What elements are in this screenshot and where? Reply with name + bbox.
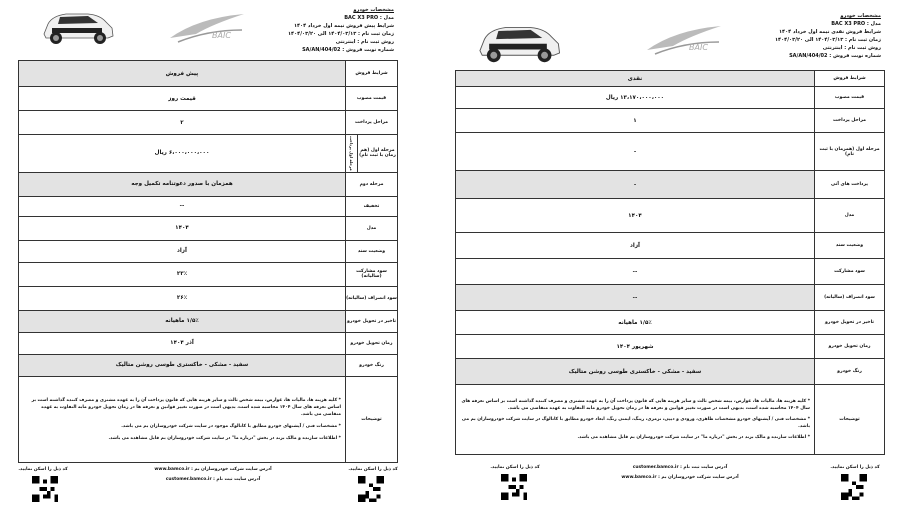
label: زمان تحویل خودرو bbox=[345, 332, 397, 354]
car-image-icon bbox=[38, 4, 116, 49]
label: پرداخت های آتی bbox=[815, 171, 885, 199]
row-doc bbox=[456, 233, 885, 259]
label: سود انصراف (سالیانه) bbox=[815, 285, 885, 311]
info-title: مشخصات خودرو bbox=[353, 7, 394, 13]
row-partnership bbox=[19, 262, 398, 286]
value: ۲ bbox=[19, 111, 346, 135]
sheet-info bbox=[741, 12, 881, 60]
sheet-footer bbox=[18, 464, 398, 506]
label: سود مشارکت bbox=[815, 259, 885, 285]
label: مرحله اول (همزمان با ثبت نام) bbox=[815, 133, 885, 171]
note-1: * کلیه هزینه ها، مالیات ها، عوارض، بیمه شخص ثالث و سایر هزینه هایی که قانون پرداخت آن را به عهده مشتری و مصرف کننده گذاشته است بر اساس تعرفه های سال ۱۴۰۴ محاسبه شده است، بدیهی است در صورت تغییر قوانین و تعرفه ها در زمان تحویل خودرو مابه التفاوت به عهده متقاضی می باشد. bbox=[31, 397, 341, 417]
value: ۱/۵٪ ماهیانه bbox=[456, 311, 815, 335]
site-label: آدرس سایت ثبت نام : bbox=[680, 465, 728, 470]
info-round: شماره نوبت فروش : SA/AN/404/02 bbox=[302, 47, 394, 53]
note-2: * مشخصات فنی / آپشنهای خودرو مشخصات ظاهری، ورودی و دیپی، ترمزی، رینگ، ایمنی رنگ، ابعاد خودرو مطابق با کاتالوگ در سایت شرکت خودروسازان بم می باشد. bbox=[461, 417, 810, 429]
value: آزاد bbox=[456, 233, 815, 259]
sheet-info bbox=[254, 6, 394, 54]
label: تخفیف bbox=[345, 196, 397, 216]
label: مراحل پرداخت bbox=[345, 111, 397, 135]
label: تاخیر در تحویل خودرو bbox=[345, 310, 397, 332]
qr-caption: کد ذیل را اسکن نمایید. bbox=[490, 465, 540, 470]
value: شهریور ۱۴۰۴ bbox=[456, 335, 815, 359]
label: وضعیت سند bbox=[345, 240, 397, 262]
notes bbox=[19, 376, 346, 462]
label: مراحل پرداخت bbox=[815, 109, 885, 133]
value: - bbox=[456, 133, 815, 171]
note-3: * اطلاعات سازنده و مالک برند در بخش "درباره ما" در سایت شرکت خودروسازان بم قابل مشاهده می باشد. bbox=[108, 435, 341, 441]
row-color bbox=[456, 359, 885, 385]
site-label: آدرس سایت شرکت خودروسازان بم : bbox=[191, 467, 272, 472]
info-conditions: شرایط پیش فروش نیمه اول خرداد ۱۴۰۴ bbox=[293, 23, 394, 29]
label: مدل bbox=[345, 216, 397, 240]
qr-code-icon[interactable] bbox=[841, 474, 867, 500]
info-round: شماره نوبت فروش : SA/AN/404/02 bbox=[789, 53, 881, 59]
label: قیمت مصوب bbox=[345, 87, 397, 111]
qr-code-icon[interactable] bbox=[32, 476, 58, 502]
note-3: * اطلاعات سازنده و مالک برند در بخش "درباره ما" در سایت شرکت خودروسازان بم قابل مشاهده می باشد. bbox=[577, 435, 810, 440]
value: ۱ bbox=[456, 109, 815, 133]
value: ۶،۰۰۰،۰۰۰،۰۰۰ ریال bbox=[19, 135, 346, 173]
value: سفید - مشکی - خاکستری طوسی روشن متالیک bbox=[456, 359, 815, 385]
info-registration: زمان ثبت نام : ۱۴۰۴/۰۳/۱۳ الی ۱۴۰۴/۰۳/۲۰ bbox=[774, 37, 881, 43]
label: مرحله دوم bbox=[345, 172, 397, 196]
bac-logo bbox=[645, 22, 725, 60]
row-upcoming bbox=[456, 171, 885, 199]
row-cancel bbox=[19, 286, 398, 310]
note-2: * مشخصات فنی / آپشنهای خودرو مطابق با کاتالوگ موجود در سایت شرکت خودروسازان بم می باشد. bbox=[121, 423, 341, 429]
value: -- bbox=[19, 196, 346, 216]
row-year bbox=[456, 199, 885, 233]
site-label: آدرس سایت ثبت نام : bbox=[213, 477, 261, 482]
value: پیش فروش bbox=[19, 61, 346, 87]
site-label: آدرس سایت شرکت خودروسازان بم : bbox=[658, 475, 739, 480]
value: آذر ۱۴۰۴ bbox=[19, 332, 346, 354]
value: ۱۴۰۴ bbox=[456, 199, 815, 233]
label: مدل bbox=[815, 199, 885, 233]
sheet-header bbox=[18, 0, 398, 60]
value: - bbox=[456, 171, 815, 199]
note-1: * کلیه هزینه ها، مالیات ها، عوارض، بیمه شخص ثالث و سایر هزینه هایی که قانون پرداخت آن را به عهده مشتری و مصرف کننده گذاشته است بر اساس تعرفه های سال ۱۴۰۴ محاسبه شده است، بدیهی است در صورت تغییر قوانین و تعرفه ها در زمان تحویل خودرو مابه التفاوت به عهده متقاضی می باشد. bbox=[461, 399, 810, 411]
info-method: روش ثبت نام : اینترنتی bbox=[822, 45, 881, 51]
value: -- bbox=[456, 285, 815, 311]
label: قیمت مصوب bbox=[815, 87, 885, 109]
value: -- bbox=[456, 259, 815, 285]
value: نقدی bbox=[456, 71, 815, 87]
value: قیمت روز bbox=[19, 87, 346, 111]
row-stages bbox=[456, 109, 885, 133]
sheet-footer bbox=[455, 462, 885, 506]
label: تاخیر در تحویل خودرو bbox=[815, 311, 885, 335]
site-link[interactable]: www.bamco.ir bbox=[154, 467, 190, 472]
qr-caption: کد ذیل را اسکن نمایید. bbox=[18, 467, 68, 472]
site-link[interactable]: customer.bamco.ir bbox=[632, 465, 679, 470]
presale-sheet bbox=[18, 0, 398, 506]
car-image-icon bbox=[473, 16, 563, 68]
qr-code-icon[interactable] bbox=[501, 474, 527, 500]
row-color bbox=[19, 354, 398, 376]
row-first bbox=[456, 133, 885, 171]
label: وضعیت سند bbox=[815, 233, 885, 259]
label: سود انصراف (سالیانه) bbox=[345, 286, 397, 310]
label: رنگ خودرو bbox=[815, 359, 885, 385]
label: مرحله اول (هم زمان با ثبت نام) bbox=[358, 135, 398, 173]
side-label: مرحله اول پرداخت bbox=[345, 135, 357, 173]
row-year bbox=[19, 216, 398, 240]
row-doc bbox=[19, 240, 398, 262]
qr-caption: کد ذیل را اسکن نمایید. bbox=[348, 467, 398, 472]
row-delivery bbox=[19, 332, 398, 354]
svg-text:BAIC: BAIC bbox=[212, 31, 231, 40]
value: ۱/۵٪ ماهیانه bbox=[19, 310, 346, 332]
info-model: مدل : BAC X3 PRO bbox=[831, 21, 881, 27]
site-link[interactable]: www.bamco.ir bbox=[621, 475, 657, 480]
label: رنگ خودرو bbox=[345, 354, 397, 376]
site-link[interactable]: customer.bamco.ir bbox=[165, 477, 212, 482]
sheet-header bbox=[455, 0, 885, 70]
qr-code-icon[interactable] bbox=[358, 476, 384, 502]
label: شرایط فروش bbox=[345, 61, 397, 87]
row-discount bbox=[19, 196, 398, 216]
value: آزاد bbox=[19, 240, 346, 262]
info-model: مدل : BAC X3 PRO bbox=[344, 15, 394, 21]
row-delay bbox=[456, 311, 885, 335]
row-sale-condition bbox=[456, 71, 885, 87]
value: ۲۳٪ bbox=[19, 262, 346, 286]
row-second bbox=[19, 172, 398, 196]
info-method: روش ثبت نام : اینترنتی bbox=[335, 39, 394, 45]
label: شرایط فروش bbox=[815, 71, 885, 87]
row-stages bbox=[19, 111, 398, 135]
spec-table bbox=[18, 60, 398, 463]
label: سود مشارکت (سالیانه) bbox=[345, 262, 397, 286]
value: ۲۶٪ bbox=[19, 286, 346, 310]
row-notes bbox=[456, 385, 885, 455]
value: سفید - مشکی - خاکستری طوسی روشن متالیک bbox=[19, 354, 346, 376]
value: همزمان با صدور دعوتنامه تکمیل وجه bbox=[19, 172, 346, 196]
cash-sale-sheet bbox=[455, 0, 885, 506]
row-cancel bbox=[456, 285, 885, 311]
label: توضیحات bbox=[815, 385, 885, 455]
info-conditions: شرایط فروش نقدی نیمه اول خرداد ۱۴۰۴ bbox=[779, 29, 881, 35]
svg-text:BAIC: BAIC bbox=[689, 43, 708, 52]
info-title: مشخصات خودرو bbox=[840, 13, 881, 19]
row-sale-condition bbox=[19, 61, 398, 87]
label: توضیحات bbox=[345, 376, 397, 462]
notes bbox=[456, 385, 815, 455]
bac-logo bbox=[168, 10, 248, 48]
row-partnership bbox=[456, 259, 885, 285]
info-registration: زمان ثبت نام : ۱۴۰۴/۰۳/۱۳ الی ۱۴۰۴/۰۳/۲۰ bbox=[287, 31, 394, 37]
label: زمان تحویل خودرو bbox=[815, 335, 885, 359]
row-notes bbox=[19, 376, 398, 462]
row-delay bbox=[19, 310, 398, 332]
row-price bbox=[19, 87, 398, 111]
value: ۱۴۰۴ bbox=[19, 216, 346, 240]
row-price bbox=[456, 87, 885, 109]
spec-table bbox=[455, 70, 885, 455]
row-delivery bbox=[456, 335, 885, 359]
value: ۱۳،۱۷۰،۰۰۰،۰۰۰ ریال bbox=[456, 87, 815, 109]
row-first bbox=[19, 135, 398, 173]
qr-caption: کد ذیل را اسکن نمایید. bbox=[830, 465, 880, 470]
